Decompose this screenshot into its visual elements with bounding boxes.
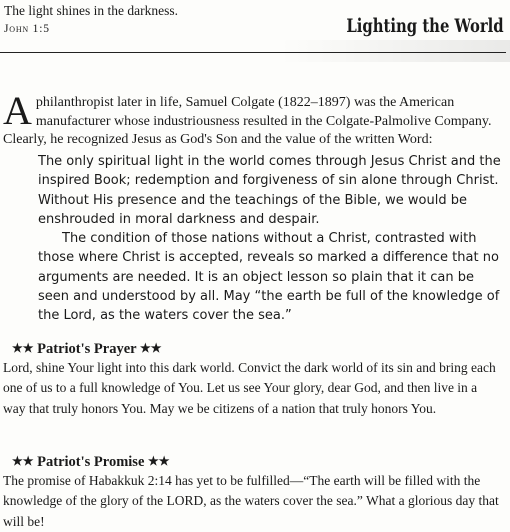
header-verse: The light shines in the darkness. (4, 3, 178, 18)
star-icon: ★★ (148, 454, 170, 468)
prayer-text: Lord, shine Your light into this dark world. Convict the dark world of its sin and bring each one of us to a full knowledge of You. Let us see Your glory, dear God, and then live in a way that truly honors You. May we be citizens of a nation that truly honors You. (3, 360, 496, 416)
intro-paragraph (3, 88, 503, 150)
promise-heading-label: Patriot's Promise (37, 454, 145, 470)
promise-heading (12, 454, 170, 471)
star-icon: ★★ (139, 341, 162, 355)
prayer-heading (12, 341, 161, 358)
star-icon: ★★ (12, 341, 34, 355)
quote-paragraph-1: The only spiritual light in the world comes through Jesus Christ and the inspired Book; redemption and forgiveness of sin alone through Christ. Without His presence and the teachings of the Bible, we would be enshrouded in moral darkness and despair. (38, 154, 501, 227)
header-shadow (280, 40, 510, 62)
block-quote (38, 152, 504, 326)
star-icon: ★★ (12, 454, 34, 468)
intro-text: philanthropist later in life, Samuel Colgate (1822–1897) was the American manufacturer whose industriousness resulted in the Colgate-Palmolive Company. Clearly, he recognized Jesus as God's Son and the value of the written Word: (3, 95, 492, 147)
quote-paragraph-2: The condition of those nations without a Christ, contrasted with those where Christ is accepted, reveals so marked a difference that no arguments are needed. It is an object lesson so plain that it can be seen and understood by all. May “the earth be full of the knowledge of the Lord, as the waters cover the sea.” (38, 231, 500, 324)
header-rule (0, 52, 506, 53)
drop-cap: A (3, 88, 32, 133)
header-reference: John 1:5 (4, 23, 50, 35)
page-title: Lighting the World (346, 15, 504, 37)
promise-text: The promise of Habakkuk 2:14 has yet to be fulfilled—“The earth will be filled with the knowledge of the glory of the LORD, as the waters cover the sea.” What a glorious day that will be! (3, 473, 499, 529)
prayer-heading-label: Patriot's Prayer (37, 341, 137, 357)
